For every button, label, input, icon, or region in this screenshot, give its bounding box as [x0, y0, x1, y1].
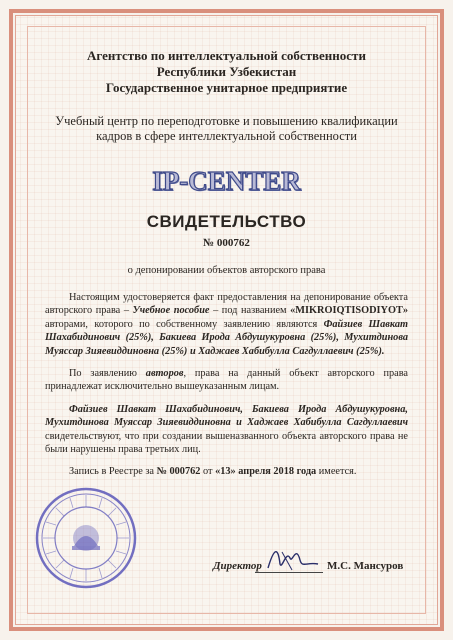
certificate-subject: о депонировании объектов авторского права [127, 265, 326, 276]
official-seal-icon [34, 486, 138, 590]
registry-date: «13» апреля 2018 года [215, 466, 317, 478]
center-line-1: Учебный центр по переподготовке и повышению квалификации [55, 114, 398, 128]
certificate-title: СВИДЕТЕЛЬСТВО [146, 212, 307, 231]
org-line-2: Республики Узбекистан [156, 64, 297, 79]
director-signature-icon [262, 540, 322, 576]
center-line-2: кадров в сфере интеллектуальной собственности [96, 129, 357, 143]
work-title: «MIKROIQTISODIYOT» [290, 305, 408, 317]
authors-names: Файзиев Шавкат Шахабидинович, Бакиева Ирода Абдушукуровна, Мухитдинова Муяссар Зияевиддиновна и Хаджаев Хабибулла Сагдуллаевич [45, 403, 408, 429]
organization-header [0, 48, 453, 96]
authors-list: Файзиев Шавкат Шахабидинович (25%), Бакиева Ирода Абдушукуровна (25%), Мухитдинова Муяссар Зияевиддиновна (25%) и Хаджаев Хабибулла Сагдуллаевич (25%). [45, 318, 408, 357]
registry-number: № 000762 [156, 466, 201, 478]
paragraph-rights: По заявлению авторов, права на данный объект авторского права принадлежат исключительно вышеуказанным лицам. [45, 368, 409, 393]
director-label: Директор [213, 560, 262, 572]
paragraph-third-parties: Файзиев Шавкат Шахабидинович, Бакиева Ирода Абдушукуровна, Мухитдинова Муяссар Зияевиддиновна и Хаджаев Хабибулла Сагдуллаевич свидетельствуют, что при создании вышеназванного объекта авторского права не были нарушены права третьих лиц. [45, 403, 408, 456]
org-line-1: Агентство по интеллектуальной собственности [87, 48, 366, 63]
signature-line [255, 572, 323, 573]
paragraph-deposit: Настоящим удостоверяется факт предоставления на депонирование объекта авторского права – Учебное пособие – под названием «MIKROIQTISODIYOT» авторами, которого по собственному заявлению являются Файзиев Шавкат Шахабидинович (25%), Бакиева Ирода Абдушукуровна (25%), Мухитдинова Муяссар Зияевиддиновна (25%) и Хаджаев Хабибулла Сагдуллаевич (25%). [45, 292, 408, 357]
registry-entry: Запись в Реестре за № 000762 от «13» апреля 2018 года имеется. [69, 466, 357, 478]
work-type: Учебное пособие [132, 305, 210, 317]
authors-word: авторов [145, 368, 184, 380]
certificate-number: № 000762 [203, 237, 250, 249]
training-center-name [30, 114, 423, 144]
ip-center-logo: IP-CENTER [152, 166, 301, 196]
certificate-body [45, 291, 408, 488]
org-line-3: Государственное унитарное предприятие [105, 80, 348, 95]
director-name: М.С. Мансуров [327, 560, 404, 572]
